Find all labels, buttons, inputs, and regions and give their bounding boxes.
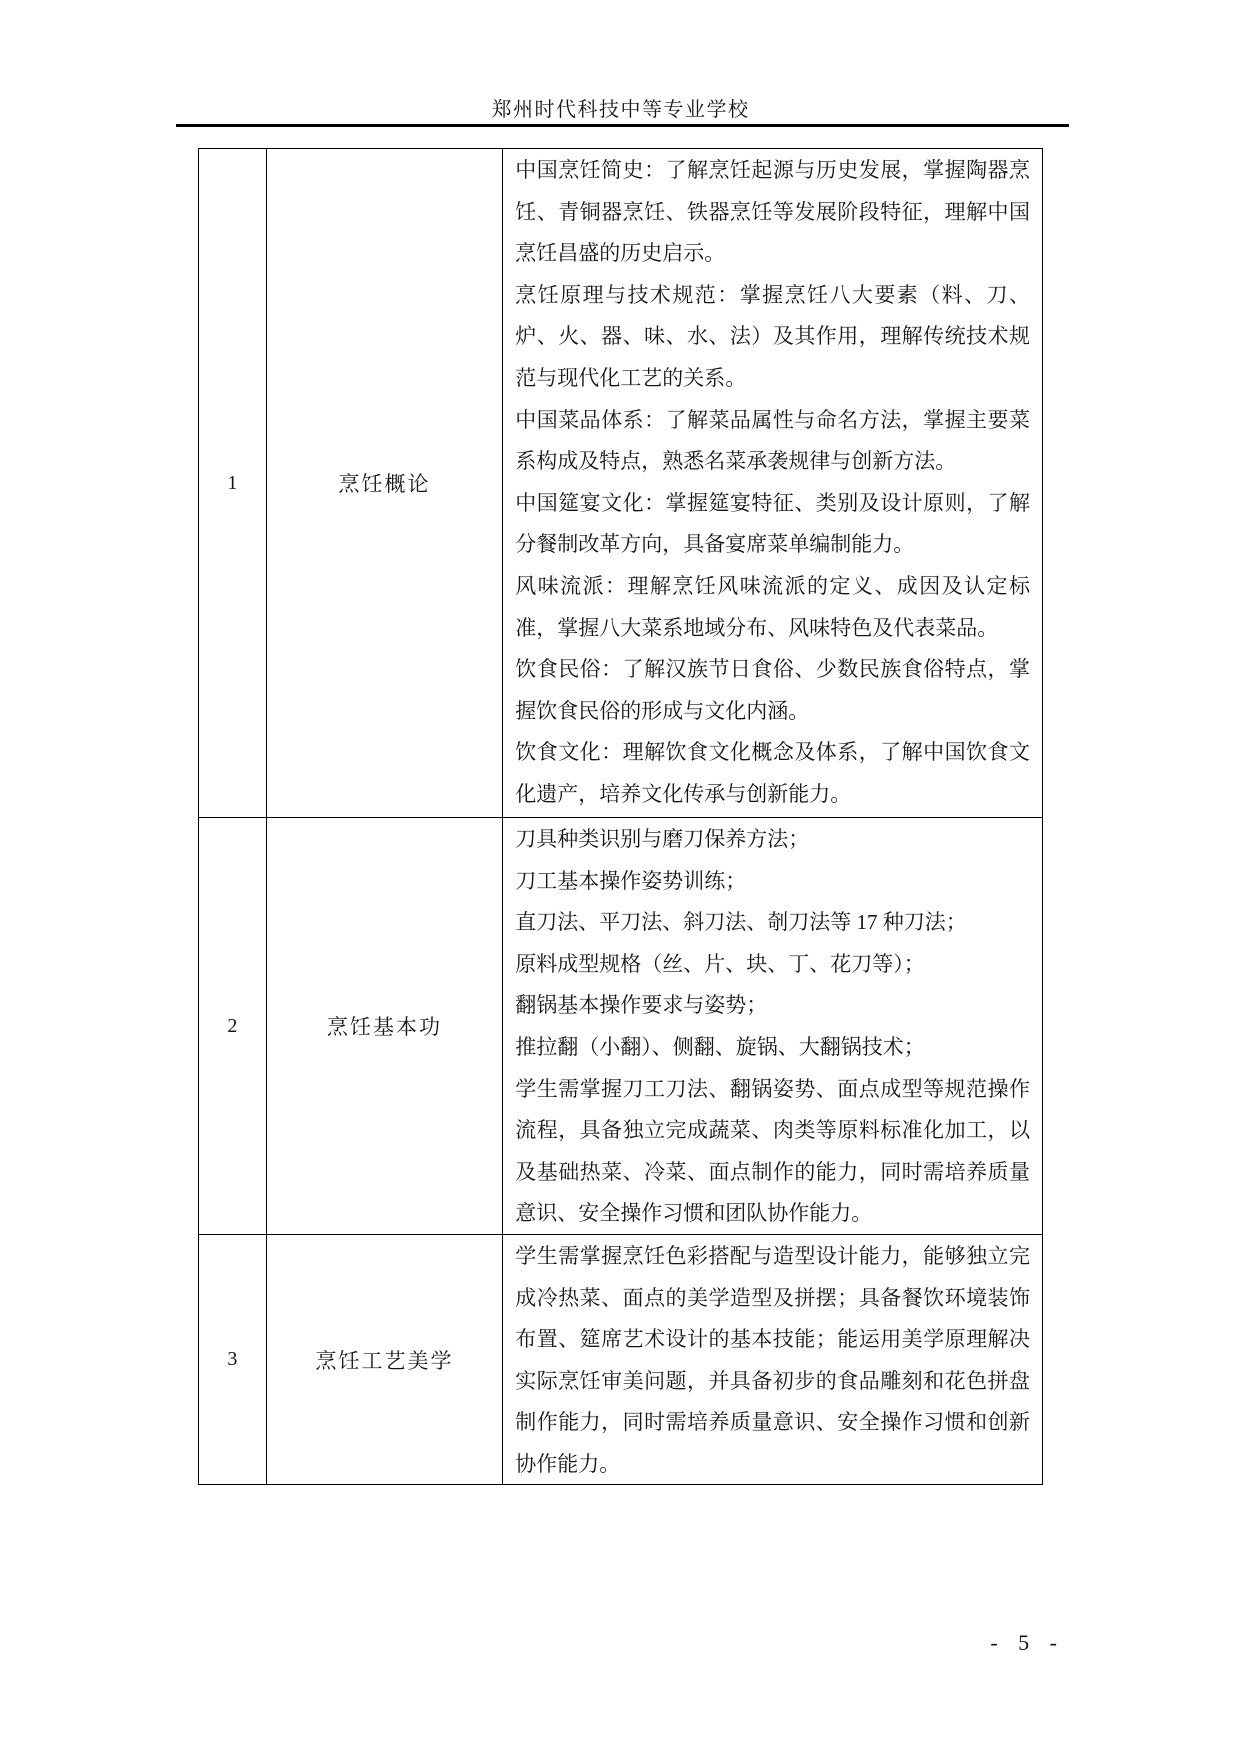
description-paragraph: 翻锅基本操作要求与姿势； [515, 993, 768, 1018]
description-paragraph: 饮食文化：理解饮食文化概念及体系，了解中国饮食文化遗产，培养文化传承与创新能力。 [515, 740, 1030, 806]
description-paragraph: 学生需掌握烹饪色彩搭配与造型设计能力，能够独立完成冷热菜、面点的美学造型及拼摆；具备餐饮环境装饰布置、筵席艺术设计的基本技能；能运用美学原理解决实际烹饪审美问题，并具备初步的食品雕刻和花色拼盘制作能力，同时需培养质量意识、安全操作习惯和创新协作能力。 [515, 1244, 1030, 1476]
table-row [199, 149, 1042, 817]
course-name-cell: 烹饪概论 [266, 149, 502, 817]
page-number: - 5 - [990, 1630, 1058, 1655]
course-name-cell: 烹饪基本功 [266, 818, 502, 1234]
description-paragraph: 风味流派：理解烹饪风味流派的定义、成因及认定标准，掌握八大菜系地域分布、风味特色及代表菜品。 [515, 573, 1030, 640]
description-paragraph: 饮食民俗：了解汉族节日食俗、少数民族食俗特点，掌握饮食民俗的形成与文化内涵。 [515, 657, 1030, 723]
description-paragraph: 烹饪原理与技术规范：掌握烹饪八大要素（料、刀、炉、火、器、味、水、法）及其作用，理解传统技术规范与现代化工艺的关系。 [515, 282, 1030, 390]
row-number-cell: 1 [227, 471, 238, 494]
description-paragraph: 中国烹饪简史：了解烹饪起源与历史发展，掌握陶器烹饪、青铜器烹饪、铁器烹饪等发展阶段特征，理解中国烹饪昌盛的历史启示。 [515, 158, 1030, 266]
course-description-cell [502, 818, 1042, 1234]
description-paragraph: 直刀法、平刀法、斜刀法、剞刀法等 17 种刀法； [515, 910, 967, 935]
page-header-school-name: 郑州时代科技中等专业学校 [491, 99, 750, 121]
description-paragraph: 学生需掌握刀工刀法、翻锅姿势、面点成型等规范操作流程，具备独立完成蔬菜、肉类等原料标准化加工，以及基础热菜、冷菜、面点制作的能力，同时需培养质量意识、安全操作习惯和团队协作能力。 [515, 1076, 1030, 1226]
course-name-cell: 烹饪工艺美学 [266, 1235, 502, 1484]
description-paragraph: 中国菜品体系：了解菜品属性与命名方法，掌握主要菜系构成及特点，熟悉名菜承袭规律与创新方法。 [515, 407, 1030, 474]
row-number-cell: 2 [227, 1014, 238, 1037]
course-description-cell [502, 1235, 1042, 1484]
description-paragraph: 中国筵宴文化：掌握筵宴特征、类别及设计原则，了解分餐制改革方向，具备宴席菜单编制能力。 [515, 490, 1030, 557]
course-content-table [198, 148, 1043, 1485]
row-number-cell: 3 [227, 1348, 238, 1370]
description-paragraph: 刀工基本操作姿势训练； [515, 868, 747, 893]
table-row [199, 817, 1042, 1234]
table-row [199, 1234, 1042, 1484]
description-paragraph: 刀具种类识别与磨刀保养方法； [515, 827, 810, 851]
course-description-cell [502, 149, 1042, 817]
description-paragraph: 推拉翻（小翻）、侧翻、旋锅、大翻锅技术； [515, 1034, 925, 1059]
description-paragraph: 原料成型规格（丝、片、块、丁、花刀等）； [515, 951, 925, 976]
header-divider-rule [176, 124, 1069, 127]
